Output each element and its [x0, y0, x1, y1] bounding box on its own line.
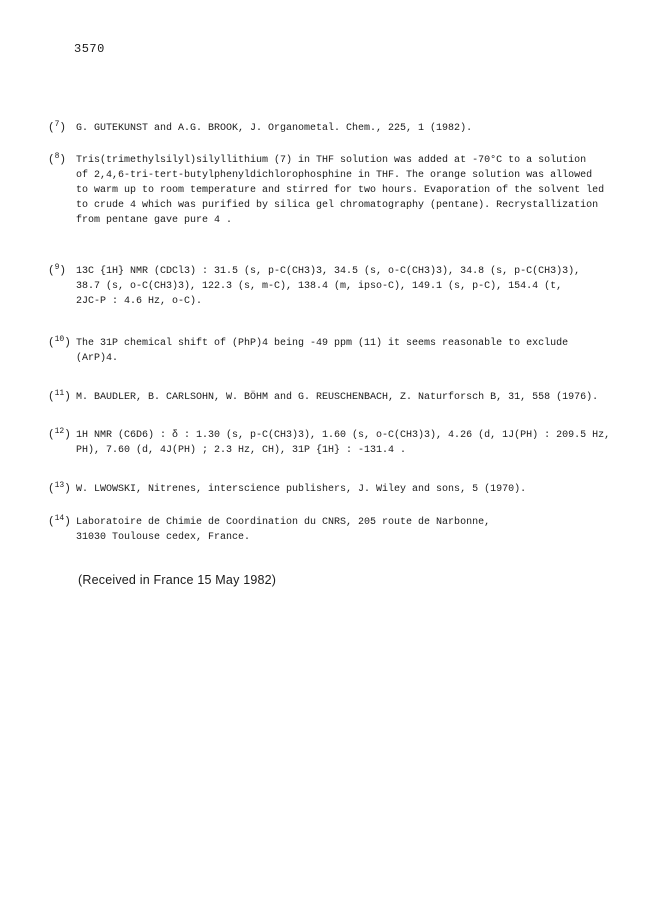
note-14: [44, 515, 624, 545]
note-12: [44, 428, 624, 458]
note-line: G. GUTEKUNST and A.G. BROOK, J. Organometal. Chem., 225, 1 (1982).: [76, 123, 473, 134]
note-line: 13C {1H} NMR (CDCl3) : 31.5 (s, p-C(CH3)3, 34.5 (s, o-C(CH3)3), 34.8 (s, p-C(CH3)3),: [76, 266, 581, 277]
note-line: (ArP)4.: [76, 353, 119, 364]
note-line: M. BAUDLER, B. CARLSOHN, W. BÖHM and G. REUSCHENBACH, Z. Naturforsch B, 31, 558 (1976).: [76, 392, 599, 403]
note-ref: ($^9$): [48, 263, 67, 277]
note-line: to crude 4 which was purified by silica gel chromatography (pentane). Recrystallization: [76, 200, 599, 211]
note-10: [44, 336, 624, 366]
note-line: 2JC-P : 4.6 Hz, o-C).: [76, 296, 203, 307]
note-line: 31030 Toulouse cedex, France.: [76, 532, 251, 543]
note-line: 38.7 (s, o-C(CH3)3), 122.3 (s, m-C), 138.4 (m, ipso-C), 149.1 (s, p-C), 154.4 (t,: [76, 281, 563, 292]
note-8: [44, 153, 624, 228]
note-line: Laboratoire de Chimie de Coordination du CNRS, 205 route de Narbonne,: [76, 517, 491, 528]
note-11: [44, 390, 624, 405]
note-ref: ($^{12}$): [48, 427, 71, 441]
note-line: 1H NMR (C6D6) : δ : 1.30 (s, p-C(CH3)3), 1.60 (s, o-C(CH3)3), 4.26 (d, 1J(PH) : 209.5 Hz,: [76, 430, 611, 441]
page-number: 3570: [74, 42, 105, 56]
received-date: (Received in France 15 May 1982): [78, 573, 277, 587]
note-13: [44, 482, 624, 497]
note-line: Tris(trimethylsilyl)silyllithium (7) in THF solution was added at -70°C to a solution: [76, 155, 587, 166]
note-line: PH), 7.60 (d, 4J(PH) ; 2.3 Hz, CH), 31P {1H} : -131.4 .: [76, 445, 407, 456]
note-ref: ($^7$): [48, 120, 67, 134]
note-line: The 31P chemical shift of (PhP)4 being -49 ppm (11) it seems reasonable to exclude: [76, 338, 569, 349]
note-ref: ($^8$): [48, 152, 67, 166]
note-ref: ($^{10}$): [48, 335, 71, 349]
note-line: to warm up to room temperature and stirred for two hours. Evaporation of the solvent led: [76, 185, 605, 196]
note-ref: ($^{14}$): [48, 514, 71, 528]
note-9: [44, 264, 624, 309]
note-ref: ($^{11}$): [48, 389, 71, 403]
note-line: W. LWOWSKI, Nitrenes, interscience publishers, J. Wiley and sons, 5 (1970).: [76, 484, 527, 495]
note-7: [44, 121, 624, 136]
note-ref: ($^{13}$): [48, 481, 71, 495]
note-line: from pentane gave pure 4 .: [76, 215, 233, 226]
note-line: of 2,4,6-tri-tert-butylphenyldichlorophosphine in THF. The orange solution was allowed: [76, 170, 593, 181]
